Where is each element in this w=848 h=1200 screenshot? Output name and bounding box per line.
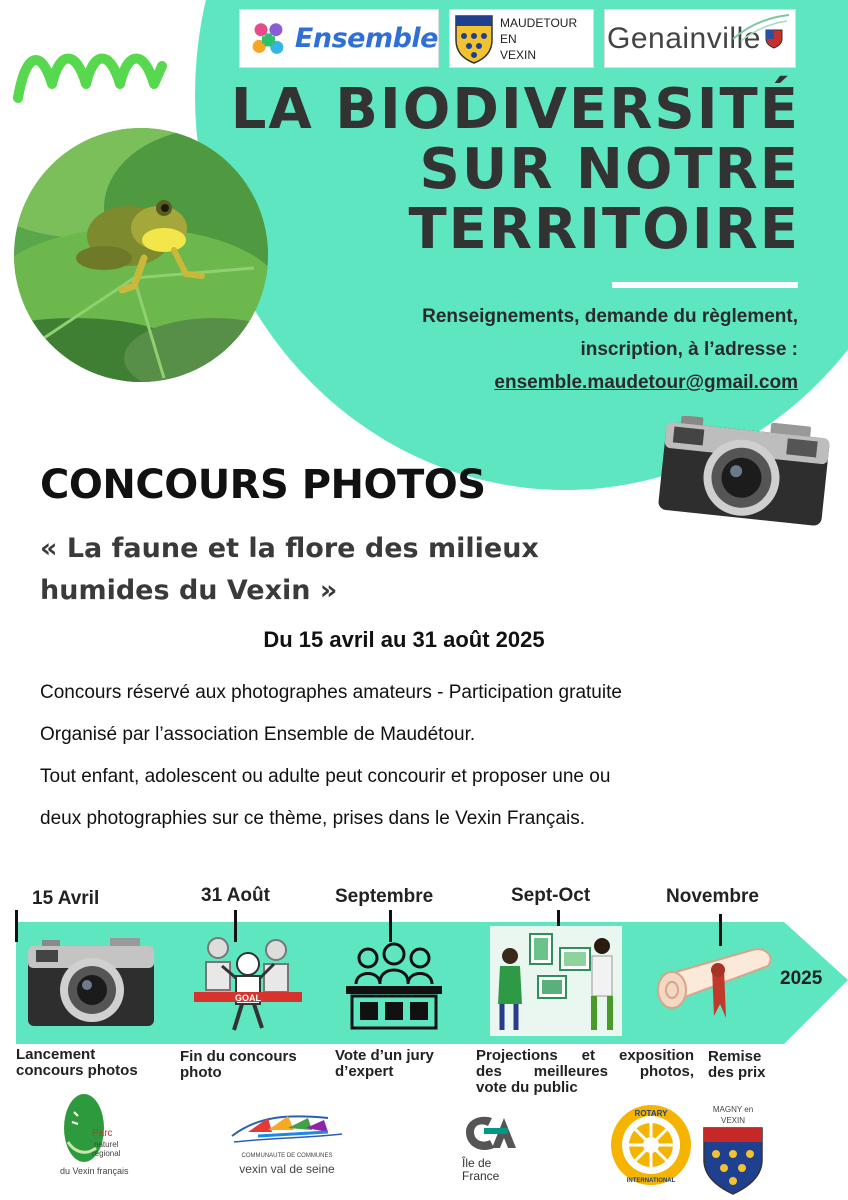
diploma-scroll-icon	[652, 946, 782, 1026]
ca-text-1: Île de	[462, 1156, 492, 1170]
timeline-desc-5-line-2: des prix	[708, 1064, 766, 1081]
genainville-logo	[604, 9, 796, 68]
contest-theme	[40, 528, 640, 612]
frog-on-lilypad-image	[14, 128, 268, 382]
timeline-date-5: Novembre	[666, 886, 759, 907]
timeline-date-3: Septembre	[335, 886, 434, 907]
pnr-text-2: naturel	[94, 1140, 119, 1149]
timeline-desc-3-line-2: d’expert	[335, 1063, 394, 1080]
timeline-desc-4	[476, 1048, 694, 1096]
credit-agricole-emblem-icon	[462, 1112, 518, 1152]
title-line-3: TERRITOIRE	[408, 197, 800, 262]
pnr-text-4: du Vexin français	[60, 1166, 129, 1176]
title-underline	[612, 282, 798, 288]
description-line-4: deux photographies sur ce thème, prises dans le Vexin Français.	[40, 808, 585, 829]
frog-photo	[14, 128, 268, 382]
title-line-1: LA BIODIVERSITÉ	[230, 77, 800, 142]
timeline-desc-2-line-1: Fin du concours	[180, 1048, 297, 1065]
timeline-desc-1	[16, 1047, 138, 1079]
timeline-desc-3-line-1: Vote d’un jury	[335, 1047, 434, 1064]
timeline-desc-1-line-2: concours photos	[16, 1062, 138, 1079]
maudetour-line-3: VEXIN	[500, 47, 537, 62]
contest-dates: Du 15 avril au 31 août 2025	[263, 627, 545, 652]
ensemble-emblem-icon	[248, 17, 289, 61]
maudetour-logo	[449, 9, 594, 68]
timeline-desc-4-line-3: vote du public	[476, 1079, 578, 1096]
timeline-desc-5	[708, 1049, 766, 1081]
decorative-wave	[12, 44, 172, 106]
rotary-logo	[608, 1102, 694, 1188]
contest-description	[40, 672, 820, 840]
vexin-val-de-seine-logo	[228, 1112, 348, 1182]
description-line-2: Organisé par l’association Ensemble de Maudétour.	[40, 724, 476, 745]
timeline-desc-4-line-1: Projections et exposition	[476, 1047, 694, 1064]
timeline-year: 2025	[780, 968, 823, 989]
ca-text-2: France	[462, 1169, 500, 1183]
timeline-desc-5-line-1: Remise	[708, 1048, 762, 1065]
contact-info-line-1: Renseignements, demande du règlement,	[422, 306, 798, 327]
timeline-tick-5	[719, 914, 722, 946]
genainville-logo-text: Genainville	[607, 21, 761, 55]
genainville-swoosh-icon	[731, 13, 791, 43]
timeline-desc-4-line-2: des meilleures photos,	[476, 1063, 694, 1080]
rotary-bottom-text: INTERNATIONAL	[626, 1178, 676, 1184]
timeline-date-1: 15 Avril	[32, 888, 100, 909]
contest-title: CONCOURS PHOTOS	[40, 462, 486, 508]
contest-theme-line-2: humides du Vexin »	[40, 575, 338, 606]
ccvvs-emblem-icon	[228, 1112, 346, 1146]
vintage-camera-image	[656, 416, 832, 530]
timeline-desc-3	[335, 1048, 434, 1080]
timeline-date-2: 31 Août	[201, 885, 270, 906]
camera-icon	[26, 938, 156, 1030]
contact-email-link[interactable]: ensemble.maudetour@gmail.com	[494, 372, 798, 393]
credit-agricole-logo	[462, 1112, 528, 1188]
pnr-vexin-logo	[56, 1092, 140, 1180]
pnr-text-1: Parc	[92, 1128, 113, 1139]
contest-theme-line-1: « La faune et la flore des milieux	[40, 533, 539, 564]
timeline-desc-2	[180, 1049, 297, 1081]
ensemble-logo-text: Ensemble	[294, 23, 438, 54]
runner-finish-line-icon	[192, 934, 304, 1034]
timeline-tick-3	[389, 910, 392, 942]
timeline-tick-1	[15, 910, 18, 942]
timeline-desc-2-line-2: photo	[180, 1064, 222, 1081]
timeline-desc-1-line-1: Lancement	[16, 1046, 96, 1063]
ensemble-logo	[239, 9, 439, 68]
magny-coat-of-arms-icon	[700, 1126, 766, 1196]
maudetour-line-1: MAUDETOUR	[500, 15, 578, 30]
description-line-1: Concours réservé aux photographes amateurs - Participation gratuite	[40, 682, 622, 703]
magny-text: MAGNY en VEXIN	[712, 1105, 754, 1125]
goal-banner-text: GOAL	[235, 993, 261, 1003]
timeline-date-4: Sept-Oct	[511, 885, 591, 906]
magny-en-vexin-logo	[700, 1104, 766, 1184]
description-line-3: Tout enfant, adolescent ou adulte peut concourir et proposer une ou	[40, 766, 611, 787]
jury-panel-icon	[344, 940, 444, 1034]
page-title	[200, 77, 800, 262]
maudetour-logo-text	[500, 15, 577, 63]
exhibition-icon	[490, 926, 622, 1036]
ccvvs-text: vexin val de seine	[239, 1162, 335, 1176]
contact-info	[278, 300, 798, 399]
rotary-top-text: ROTARY	[634, 1109, 668, 1118]
title-line-2: SUR NOTRE	[419, 137, 800, 202]
contact-info-line-2: inscription, à l’adresse :	[580, 339, 798, 360]
pnr-text-3: régional	[92, 1149, 121, 1158]
ccvvs-top-text: COMMUNAUTE DE COMMUNES	[241, 1153, 333, 1159]
maudetour-coat-of-arms-icon	[454, 14, 494, 64]
maudetour-line-2: EN	[500, 31, 517, 46]
